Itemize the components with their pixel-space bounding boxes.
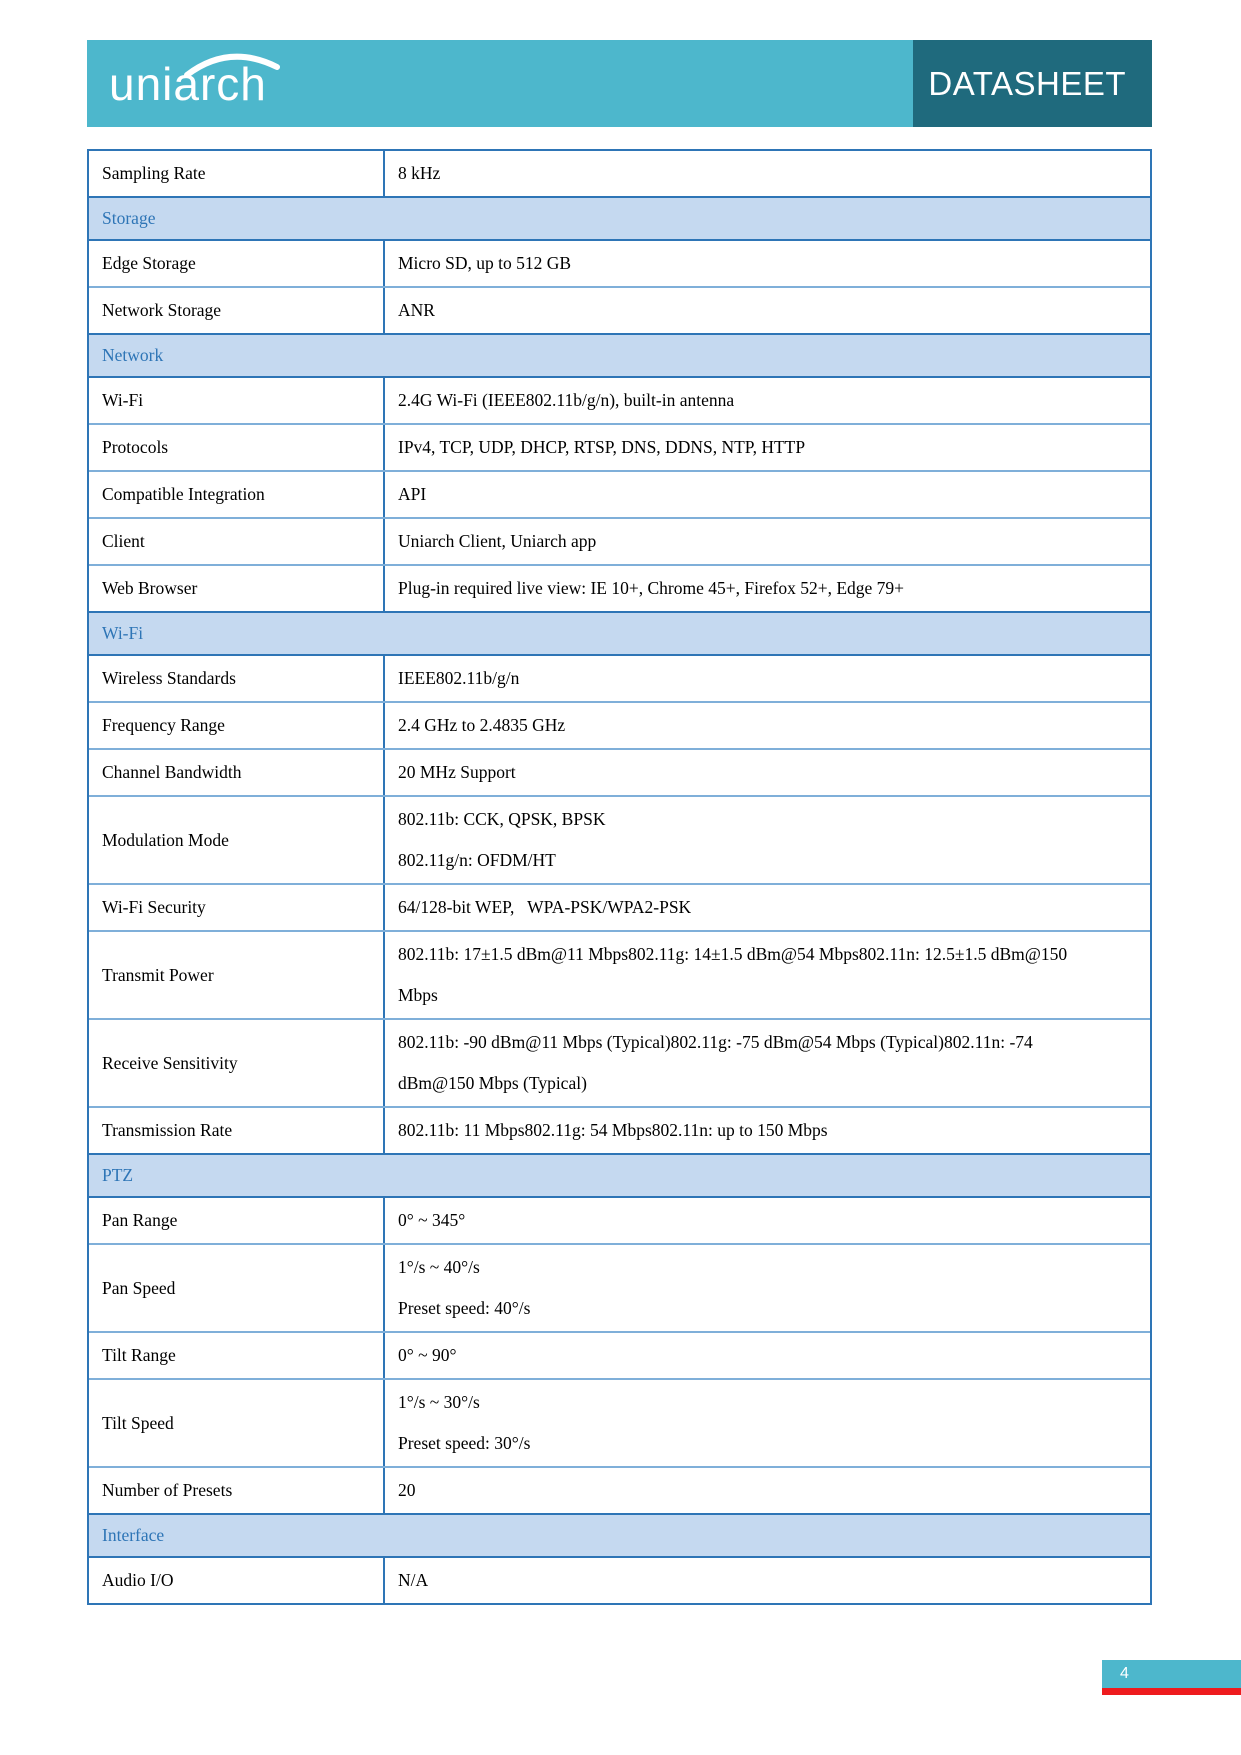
spec-row xyxy=(89,1378,1150,1466)
spec-row xyxy=(89,470,1150,517)
footer-red-bar xyxy=(1102,1688,1241,1695)
spec-label: Sampling Rate xyxy=(89,151,385,196)
spec-value xyxy=(385,885,1150,930)
spec-label: Edge Storage xyxy=(89,241,385,286)
section-title: Storage xyxy=(102,208,156,228)
spec-row xyxy=(89,701,1150,748)
spec-label: Compatible Integration xyxy=(89,472,385,517)
uniarch-logo-text: uniarch xyxy=(109,57,267,110)
spec-row xyxy=(89,151,1150,196)
spec-label: Audio I/O xyxy=(89,1558,385,1603)
spec-value xyxy=(385,932,1150,1018)
spec-value-line: 2.4G Wi-Fi (IEEE802.11b/g/n), built-in antenna xyxy=(398,390,735,410)
spec-value-line: Plug-in required live view: IE 10+, Chrome 45+, Firefox 52+, Edge 79+ xyxy=(398,578,905,598)
spec-value xyxy=(385,472,1150,517)
spec-label: Number of Presets xyxy=(89,1468,385,1513)
spec-label: Client xyxy=(89,519,385,564)
spec-row xyxy=(89,376,1150,423)
spec-value-line: 0° ~ 345° xyxy=(398,1210,466,1230)
spec-value xyxy=(385,656,1150,701)
spec-value-line: 802.11b: 11 Mbps802.11g: 54 Mbps802.11n: up to 150 Mbps xyxy=(398,1120,828,1140)
spec-value xyxy=(385,425,1150,470)
spec-row xyxy=(89,654,1150,701)
spec-value xyxy=(385,750,1150,795)
section-title: Interface xyxy=(102,1525,165,1545)
spec-row xyxy=(89,1106,1150,1153)
datasheet-title: DATASHEET xyxy=(928,65,1126,102)
spec-label: Pan Speed xyxy=(89,1245,385,1331)
spec-table xyxy=(87,149,1152,1605)
spec-label: Web Browser xyxy=(89,566,385,611)
spec-label: Pan Range xyxy=(89,1198,385,1243)
spec-value-line: N/A xyxy=(398,1570,429,1590)
spec-value xyxy=(385,1468,1150,1513)
spec-row xyxy=(89,564,1150,611)
spec-value xyxy=(385,151,1150,196)
section-title: Wi-Fi xyxy=(102,623,144,643)
spec-value-line: ANR xyxy=(398,300,435,320)
section-row xyxy=(89,333,1150,376)
spec-row xyxy=(89,1243,1150,1331)
spec-value-line: 802.11b: -90 dBm@11 Mbps (Typical)802.11g: -75 dBm@54 Mbps (Typical)802.11n: -74 dBm@150 Mbps (Typical) xyxy=(398,1032,1038,1093)
spec-label: Transmission Rate xyxy=(89,1108,385,1153)
spec-value-line: 8 kHz xyxy=(398,163,441,183)
spec-row xyxy=(89,1018,1150,1106)
logo-block xyxy=(87,40,913,127)
spec-value xyxy=(385,378,1150,423)
spec-value-line: 802.11g/n: OFDM/HT xyxy=(398,850,556,870)
spec-row xyxy=(89,1331,1150,1378)
spec-value xyxy=(385,1245,1150,1331)
spec-value xyxy=(385,1108,1150,1153)
spec-label: Tilt Range xyxy=(89,1333,385,1378)
spec-row xyxy=(89,1466,1150,1513)
section-title: Network xyxy=(102,345,164,365)
spec-value xyxy=(385,797,1150,883)
section-row xyxy=(89,1153,1150,1196)
spec-value-line: 1°/s ~ 30°/s xyxy=(398,1392,480,1412)
spec-value xyxy=(385,288,1150,333)
section-title: PTZ xyxy=(102,1165,134,1185)
spec-label: Tilt Speed xyxy=(89,1380,385,1466)
spec-row xyxy=(89,883,1150,930)
spec-value-line: 0° ~ 90° xyxy=(398,1345,457,1365)
spec-value xyxy=(385,1558,1150,1603)
header-band xyxy=(87,40,1152,127)
spec-row xyxy=(89,239,1150,286)
spec-value-line: Uniarch Client, Uniarch app xyxy=(398,531,597,551)
spec-value-line: Preset speed: 40°/s xyxy=(398,1298,531,1318)
spec-label: Transmit Power xyxy=(89,932,385,1018)
spec-value xyxy=(385,241,1150,286)
spec-label: Wi-Fi xyxy=(89,378,385,423)
spec-value-line: 802.11b: CCK, QPSK, BPSK xyxy=(398,809,606,829)
spec-row xyxy=(89,517,1150,564)
spec-value-line: IPv4, TCP, UDP, DHCP, RTSP, DNS, DDNS, NTP, HTTP xyxy=(398,437,806,457)
spec-row xyxy=(89,423,1150,470)
spec-value-line: 20 MHz Support xyxy=(398,762,516,782)
spec-value xyxy=(385,1198,1150,1243)
datasheet-block xyxy=(913,40,1152,127)
spec-value-line: API xyxy=(398,484,427,504)
page-number: 4 xyxy=(1120,1665,1129,1682)
spec-value-line: 20 xyxy=(398,1480,416,1500)
spec-label: Protocols xyxy=(89,425,385,470)
spec-value xyxy=(385,1020,1150,1106)
spec-value-line: 802.11b: 17±1.5 dBm@11 Mbps802.11g: 14±1.5 dBm@54 Mbps802.11n: 12.5±1.5 dBm@150 Mbps xyxy=(398,944,1072,1005)
spec-value xyxy=(385,1333,1150,1378)
spec-label: Receive Sensitivity xyxy=(89,1020,385,1106)
spec-row xyxy=(89,286,1150,333)
spec-value xyxy=(385,1380,1150,1466)
spec-label: Network Storage xyxy=(89,288,385,333)
spec-label: Wireless Standards xyxy=(89,656,385,701)
spec-label: Modulation Mode xyxy=(89,797,385,883)
spec-row xyxy=(89,930,1150,1018)
spec-value xyxy=(385,566,1150,611)
spec-label: Frequency Range xyxy=(89,703,385,748)
section-row xyxy=(89,1513,1150,1556)
spec-label: Channel Bandwidth xyxy=(89,750,385,795)
section-row xyxy=(89,611,1150,654)
spec-value-line: IEEE802.11b/g/n xyxy=(398,668,520,688)
spec-value-line: 2.4 GHz to 2.4835 GHz xyxy=(398,715,566,735)
spec-row xyxy=(89,1196,1150,1243)
section-row xyxy=(89,196,1150,239)
page-number-box xyxy=(1102,1660,1241,1688)
spec-row xyxy=(89,748,1150,795)
spec-row xyxy=(89,1556,1150,1603)
uniarch-logo xyxy=(109,57,267,110)
spec-row xyxy=(89,795,1150,883)
spec-value xyxy=(385,703,1150,748)
spec-value xyxy=(385,519,1150,564)
spec-value-line: 64/128-bit WEP, WPA-PSK/WPA2-PSK xyxy=(398,897,692,917)
spec-label: Wi-Fi Security xyxy=(89,885,385,930)
spec-value-line: Micro SD, up to 512 GB xyxy=(398,253,572,273)
spec-value-line: Preset speed: 30°/s xyxy=(398,1433,531,1453)
spec-value-line: 1°/s ~ 40°/s xyxy=(398,1257,480,1277)
